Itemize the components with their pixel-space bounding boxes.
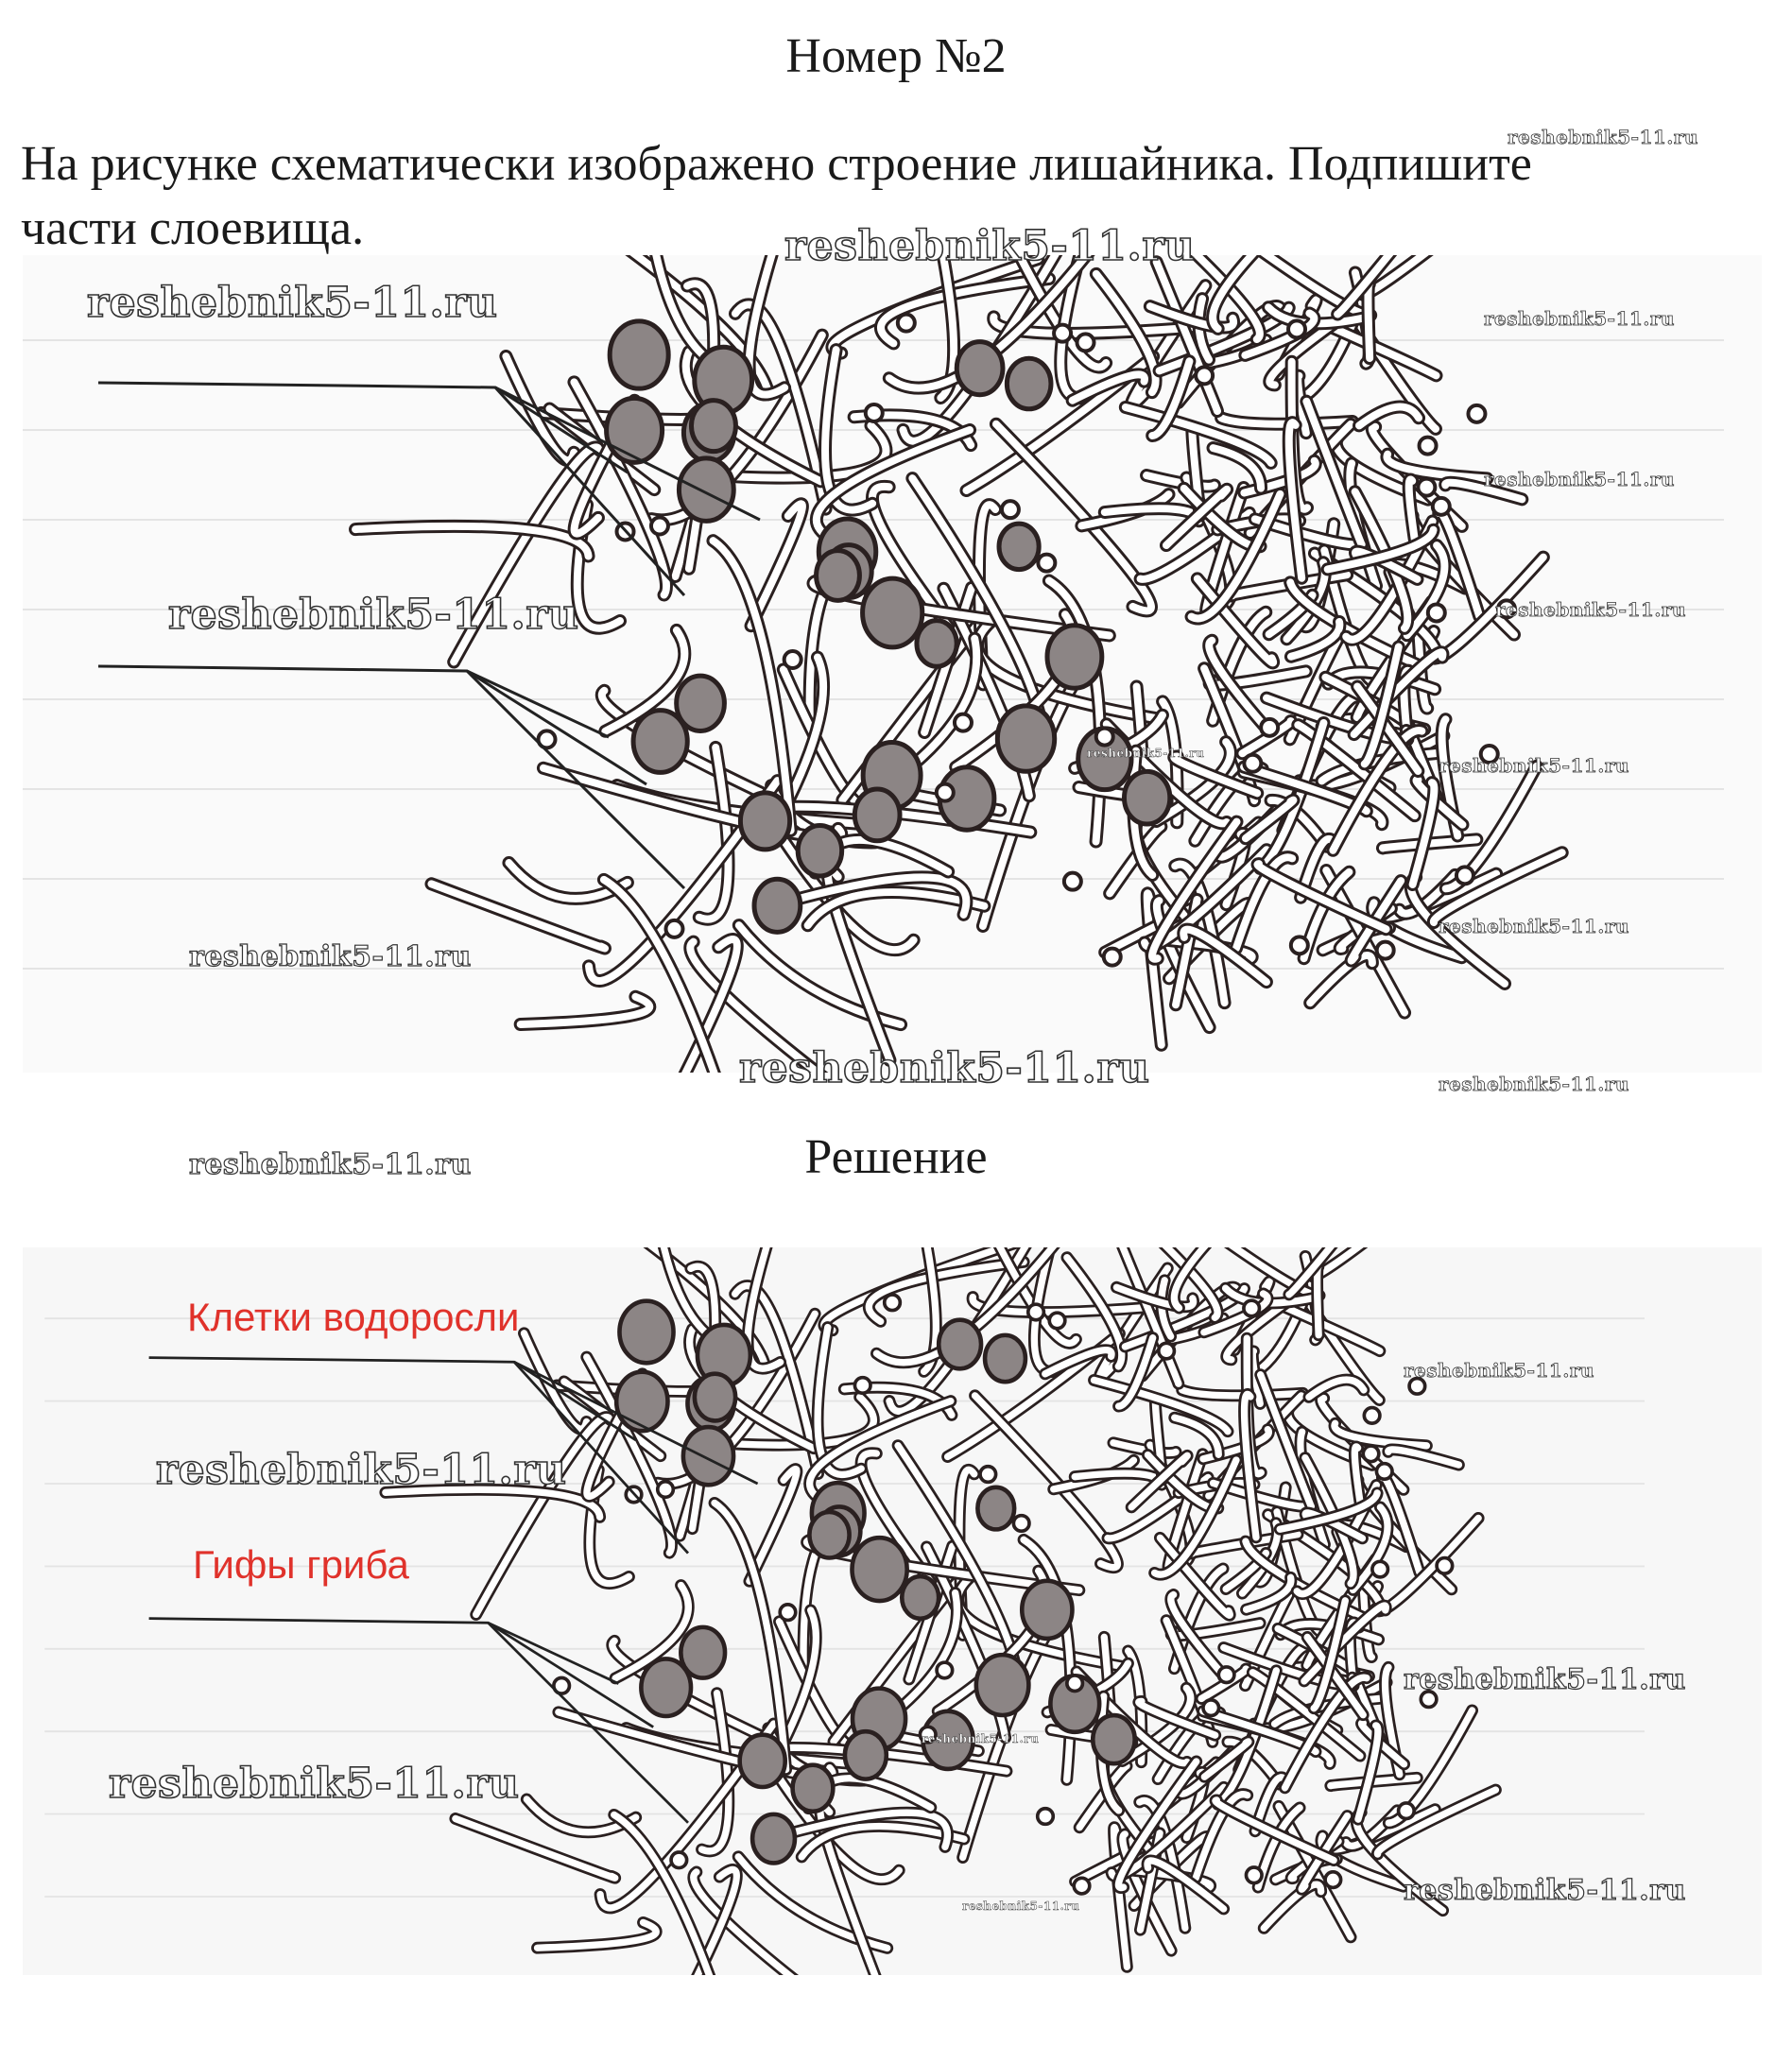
spore [1038,555,1055,572]
algae-cell [809,1512,849,1558]
spore [866,404,883,421]
watermark: reshebnik5-11.ru [1404,1874,1686,1907]
algae-cell [1007,358,1051,409]
algae-cell [1047,626,1102,689]
task-line-1: На рисунке схематически изображено строение лишайника. Подпишите [21,137,1532,191]
algae-cell [902,1576,939,1619]
watermark: reshebnik5-11.ru [156,1446,567,1494]
watermark: reshebnik5-11.ru [1508,126,1698,148]
algae-cell [754,879,801,932]
algae-cell [999,524,1039,569]
spore [651,518,668,535]
spore [1418,479,1435,496]
fungal-hypha-inner [1368,284,1370,359]
page-title: Номер №2 [785,29,1007,83]
watermark: reshebnik5-11.ru [1495,598,1686,621]
spore [1363,1446,1379,1462]
spore [1218,1667,1234,1683]
algae-cell [740,793,789,850]
algae-cell [798,826,841,876]
lichen-figure-solution [23,1247,1762,1975]
algae-cell [619,1301,673,1364]
spore [1077,334,1094,351]
spore [1064,873,1081,890]
algae-cell [863,578,922,647]
spore [1246,1867,1262,1883]
spore [1428,604,1445,621]
watermark: reshebnik5-11.ru [1404,1663,1686,1696]
spore [898,315,915,332]
lichen-drawing-labeled [23,1247,1762,1975]
algae-cell [985,1335,1025,1382]
spore [1067,1676,1083,1692]
watermark: reshebnik5-11.ru [1439,1073,1629,1095]
spore [665,920,682,937]
algae-cell [677,676,725,730]
watermark: reshebnik5-11.ru [962,1899,1080,1913]
spore [1433,498,1450,515]
algae-cell [695,1374,735,1421]
algae-cell [616,1372,667,1431]
watermark: reshebnik5-11.ru [1404,1359,1594,1382]
algae-cell [977,1487,1014,1530]
algae-cell [607,398,663,462]
algae-cell [939,1320,981,1369]
fungal-hypha-inner [1318,1266,1319,1334]
spore [1038,1809,1054,1825]
watermark: reshebnik5-11.ru [1439,915,1629,937]
algae-cell [691,401,735,452]
task-line-2: части слоевища. [21,201,365,255]
algae-cell [610,321,668,388]
pointer-line [488,1623,618,1683]
spore [1437,1558,1453,1574]
algae-cell [1022,1581,1072,1639]
watermark: reshebnik5-11.ru [109,1760,520,1808]
spore [885,1295,901,1311]
spore [1002,501,1019,518]
spore [658,1482,674,1498]
spore [955,714,972,731]
spore [1468,405,1485,422]
watermark: reshebnik5-11.ru [784,222,1196,270]
algae-cell [845,1731,887,1779]
spore [1096,729,1113,746]
watermark: reshebnik5-11.ru [168,591,579,639]
spore [1244,755,1261,772]
spore [1288,320,1305,337]
watermark: reshebnik5-11.ru [1484,468,1675,490]
spore [1399,1803,1415,1819]
lichen-thallus [44,1247,1645,1975]
spore [1104,949,1121,966]
spore [980,1467,996,1483]
spore [784,651,801,668]
algae-cell [1093,1715,1134,1763]
algae-cell [956,342,1003,395]
algae-cell [681,1627,725,1678]
spore [1159,1343,1175,1359]
solution-heading: Решение [804,1130,988,1184]
watermark: reshebnik5-11.ru [87,279,498,327]
spore [854,1378,870,1394]
algae-cell [679,458,733,521]
algae-cell [976,1655,1029,1715]
spore [1196,367,1213,384]
watermark: reshebnik5-11.ru [1439,754,1629,777]
spore [1028,1304,1044,1320]
algae-cell [740,1735,785,1787]
algae-cell [997,706,1054,771]
spore [1244,1300,1260,1316]
spore [937,1662,953,1678]
spore [671,1852,687,1868]
watermark: reshebnik5-11.ru [189,1148,472,1181]
pointer-line [467,671,609,737]
watermark: reshebnik5-11.ru [1087,747,1205,760]
spore [1372,1561,1388,1577]
spore [1377,942,1394,959]
watermark: reshebnik5-11.ru [189,940,472,973]
algae-cell [854,789,900,841]
label-algae-cells: Клетки водоросли [187,1295,520,1339]
spore [1420,438,1437,455]
algae-cell [752,1814,795,1864]
spore [1456,867,1473,884]
spore [1054,325,1071,342]
spore [1364,1408,1380,1424]
watermark: reshebnik5-11.ru [739,1044,1150,1092]
algae-cell [817,551,860,601]
algae-cell [683,1427,733,1485]
spore [937,784,954,801]
spore [1261,719,1278,736]
label-fungal-hyphae: Гифы гриба [193,1542,409,1587]
spore [1325,1872,1341,1888]
watermark: reshebnik5-11.ru [922,1732,1040,1745]
spore [1203,1700,1219,1716]
algae-cell [852,1538,906,1601]
algae-cell [793,1765,834,1812]
algae-cell [917,621,956,667]
spore [1049,1313,1065,1329]
spore [1291,937,1308,954]
spore [1074,1878,1090,1894]
spore [780,1605,796,1621]
algae-cell [1124,771,1169,824]
pointer-line [98,383,760,520]
spore [1376,1464,1392,1480]
spore [1013,1516,1029,1532]
watermark: reshebnik5-11.ru [1484,307,1675,330]
